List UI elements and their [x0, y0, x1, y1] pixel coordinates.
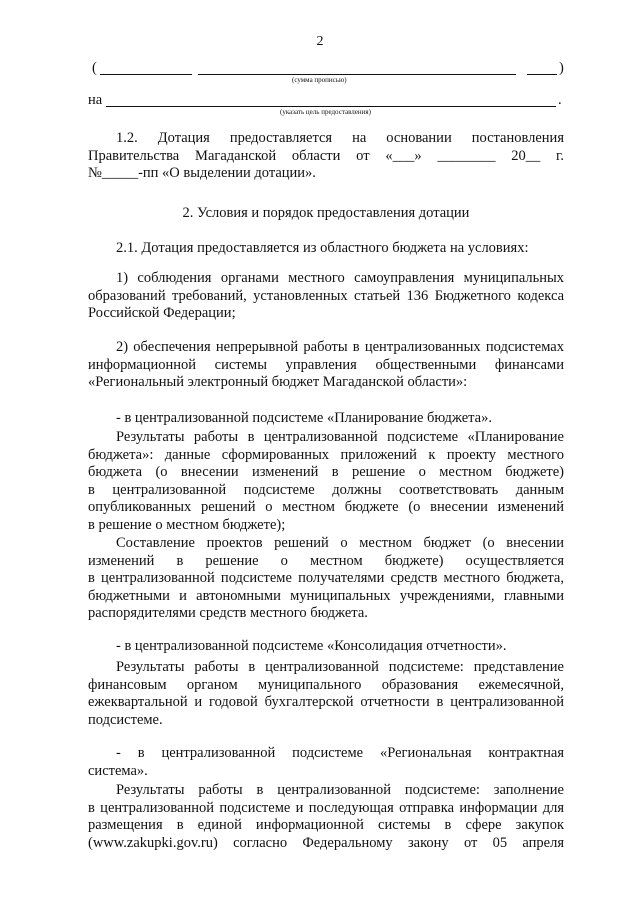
- paragraph-2-1: 2.1. Дотация предоставляется из областного бюджета на условиях:: [116, 240, 529, 256]
- purpose-suffix: .: [558, 92, 562, 108]
- consolidation-heading: - в централизованной подсистеме «Консолидация отчетности».: [116, 638, 507, 654]
- section-2-title: 2. Условия и порядок предоставления дотации: [182, 205, 470, 221]
- consolidation-body: Результаты работы в централизованной подсистеме: представление финансовым органом муниципального образования ежемесячной, ежеквартальной и годовой бухгалтерской отчетности в централизованной подсистеме.: [88, 659, 564, 728]
- sum-caption: (сумма прописью): [292, 76, 347, 84]
- sum-close-paren: ): [559, 60, 564, 76]
- contract-body: Результаты работы в централизованной подсистеме: заполнение в централизованной подсистеме и последующая отправка информации для размещения в единой информационной системы в сфере закупок (www.zakupki.gov.ru) согласно Федеральному закону от 05 апреля: [88, 782, 564, 851]
- condition-2: 2) обеспечения непрерывной работы в централизованных подсистемах информационной системы управления общественными финансами «Региональный электронный бюджет Магаданской области»:: [88, 339, 564, 391]
- planning-heading: - в централизованной подсистеме «Планирование бюджета».: [116, 410, 492, 426]
- planning-body-2: Составление проектов решений о местном бюджет (о внесении изменений в решение о местном бюджете) осуществляется в централизованной подсистеме получателями средств местного бюджета, бюджетными и автономными муниципальных учреждениями, главными распорядителями средств местного бюджета.: [88, 535, 564, 622]
- sum-blank-3: [527, 74, 557, 75]
- planning-body: Результаты работы в централизованной подсистеме «Планирование бюджета»: данные сформированных приложений к проекту местного бюджета (о внесении изменений в решение о местном бюджете) в централизованной подсистеме должны соответствовать данным опубликованных решений о местном бюджете (о внесении изменений в решение о местном бюджете);: [88, 429, 564, 533]
- condition-1: 1) соблюдения органами местного самоуправления муниципальных образований требований, установленных статьей 136 Бюджетного кодекса Российской Федерации;: [88, 270, 564, 322]
- page-number: 2: [316, 34, 324, 49]
- sum-open-paren: (: [92, 60, 97, 76]
- contract-heading: - в централизованной подсистеме «Региональная контрактная система».: [88, 745, 564, 779]
- purpose-caption: (указать цель предоставления): [280, 108, 371, 116]
- sum-blank-2: [198, 74, 516, 75]
- paragraph-1-2: 1.2. Дотация предоставляется на основании постановления Правительства Магаданской области от «___» ________ 20__ г. №_____-пп «О выделении дотации».: [88, 130, 564, 182]
- sum-blank-1: [100, 74, 192, 75]
- purpose-prefix: на: [88, 92, 103, 108]
- purpose-blank: [106, 106, 556, 107]
